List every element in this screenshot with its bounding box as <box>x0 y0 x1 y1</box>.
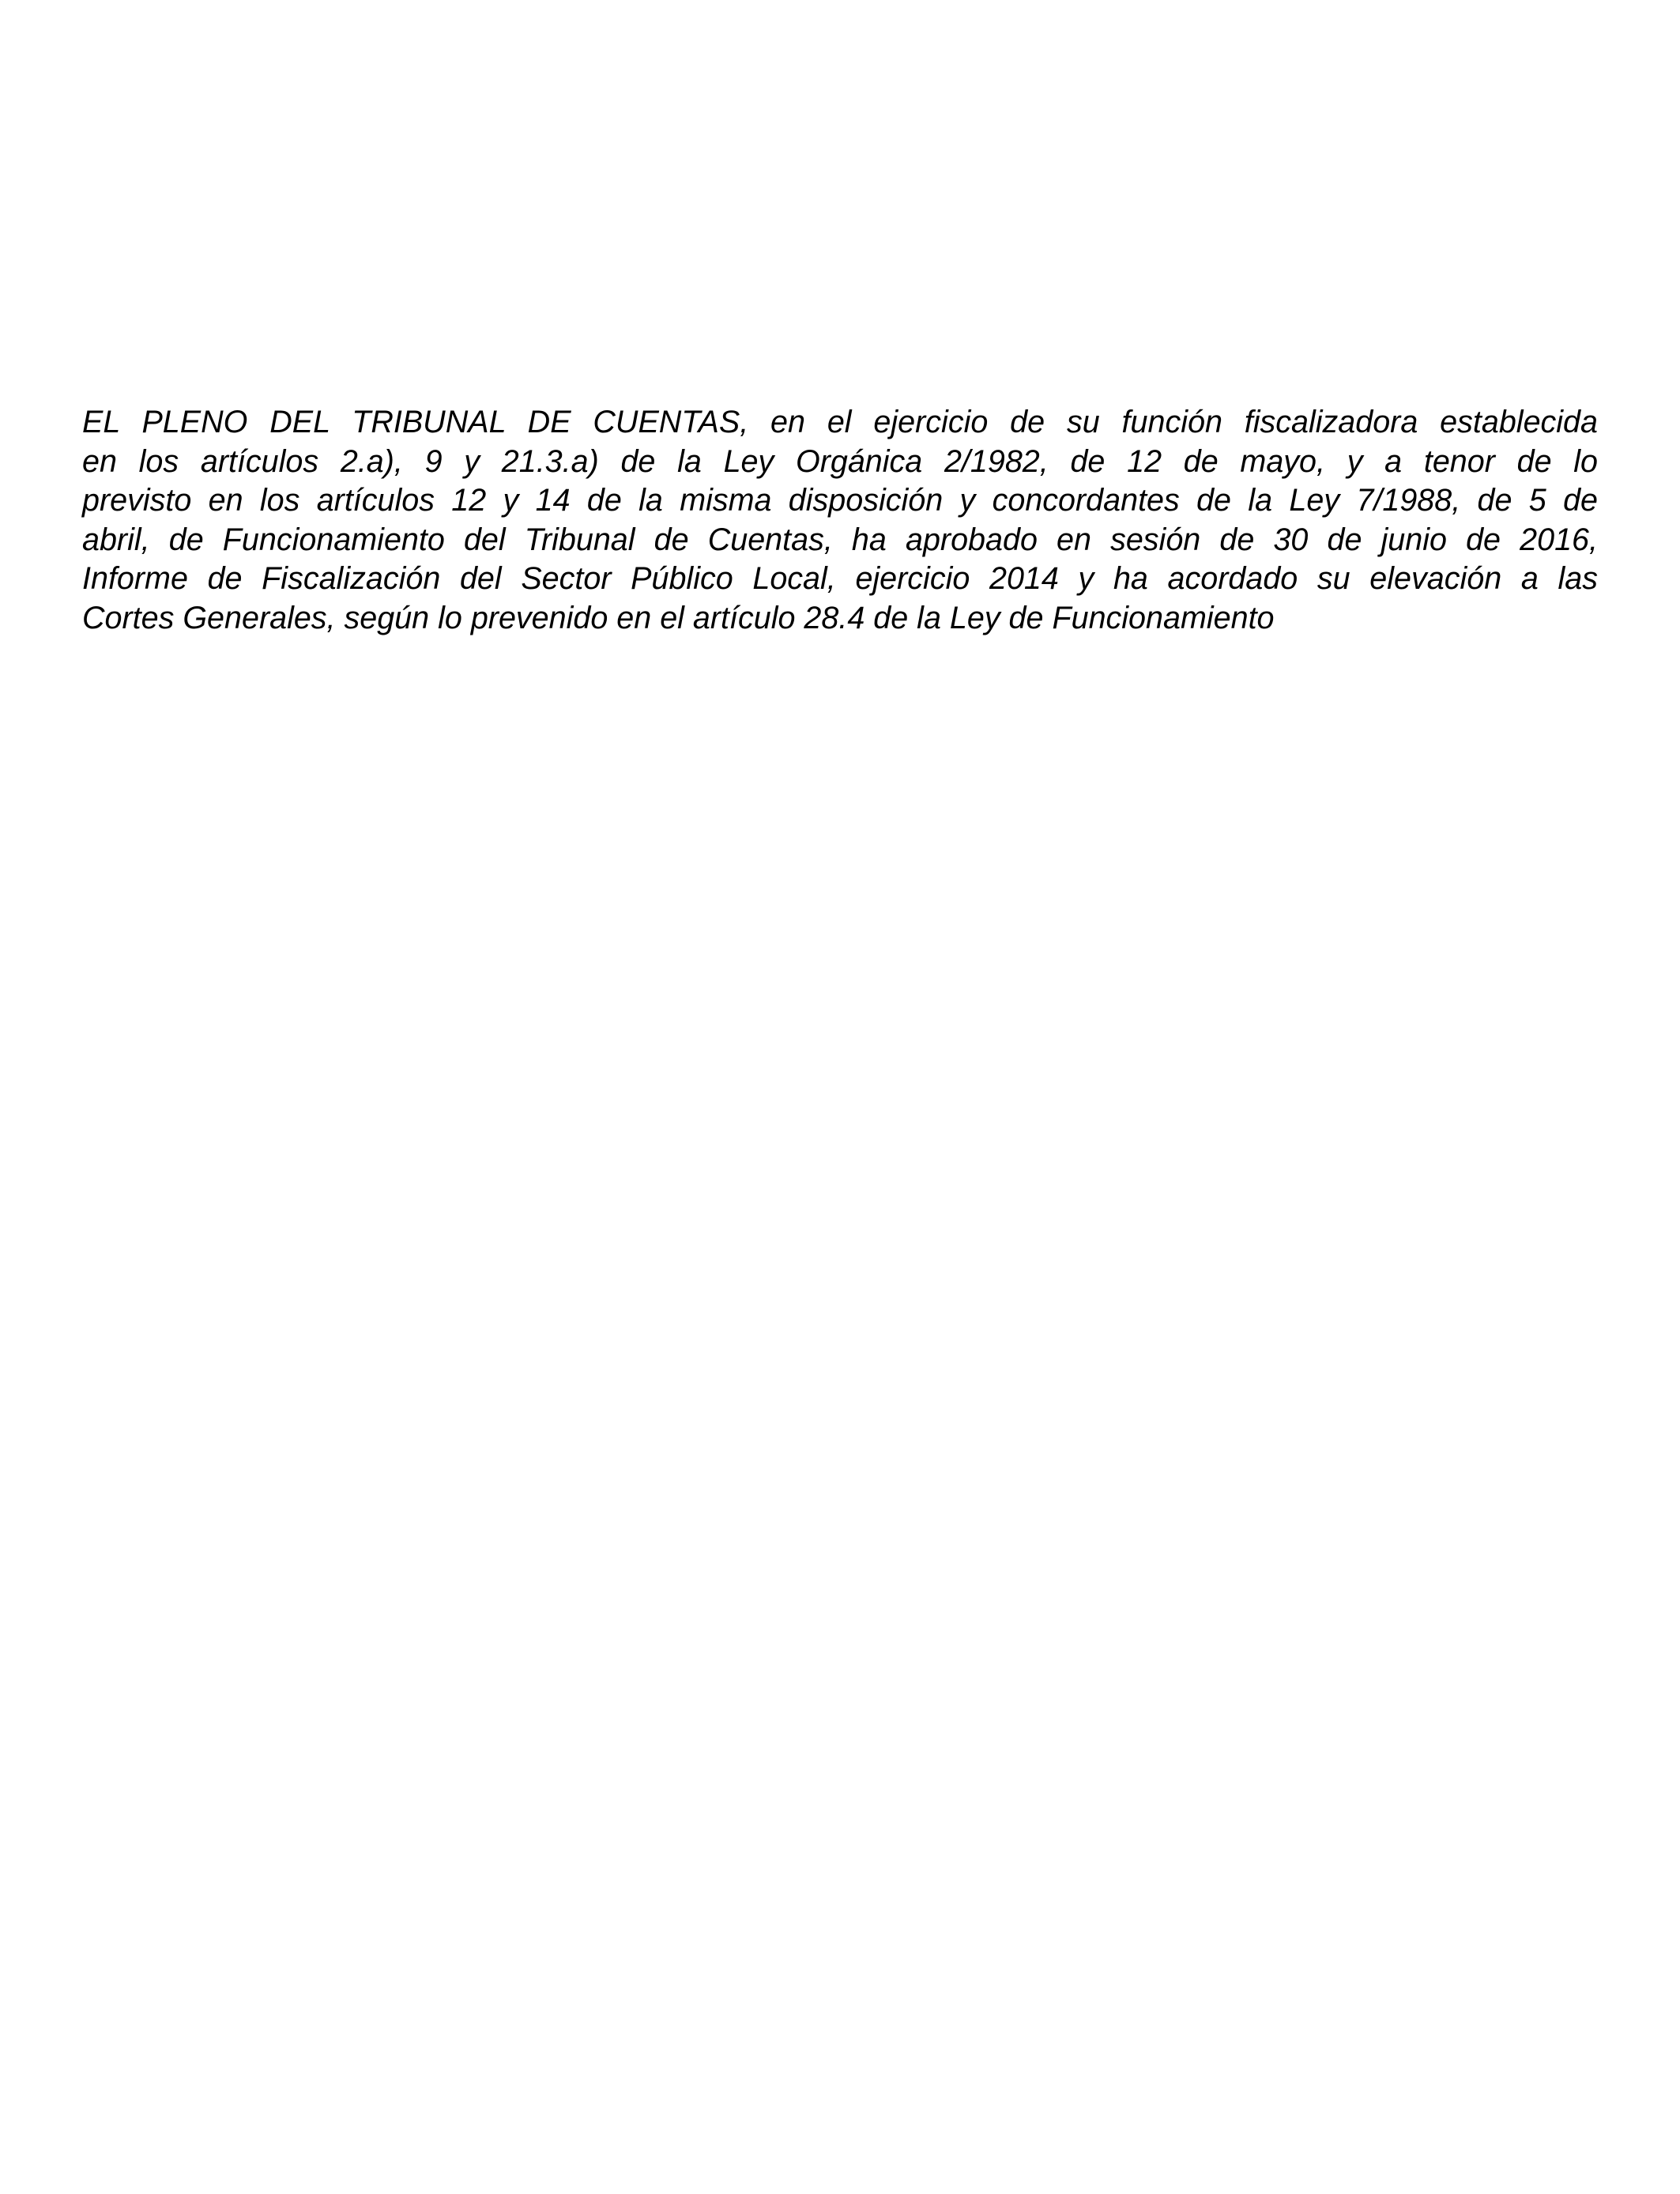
statement-line-5: Informe de Fiscalización del Sector Público Local, ejercicio 2014 y ha acordado su elevación a las <box>82 561 1598 597</box>
statement-line-6: Cortes Generales, según lo prevenido en el artículo 28.4 de la Ley de Funcionamiento <box>82 600 1275 635</box>
statement-line-4: abril, de Funcionamiento del Tribunal de Cuentas, ha aprobado en sesión de 30 de junio de 2016, <box>82 522 1598 557</box>
statement-line-2: en los artículos 2.a), 9 y 21.3.a) de la Ley Orgánica 2/1982, de 12 de mayo, y a tenor de lo <box>82 443 1598 479</box>
statement-line-1: EL PLENO DEL TRIBUNAL DE CUENTAS, en el ejercicio de su función fiscalizadora establecida <box>82 405 1598 439</box>
statement-line-3: previsto en los artículos 12 y 14 de la misma disposición y concordantes de la Ley 7/1988, de 5 de <box>82 483 1598 518</box>
approval-statement <box>82 403 1598 639</box>
